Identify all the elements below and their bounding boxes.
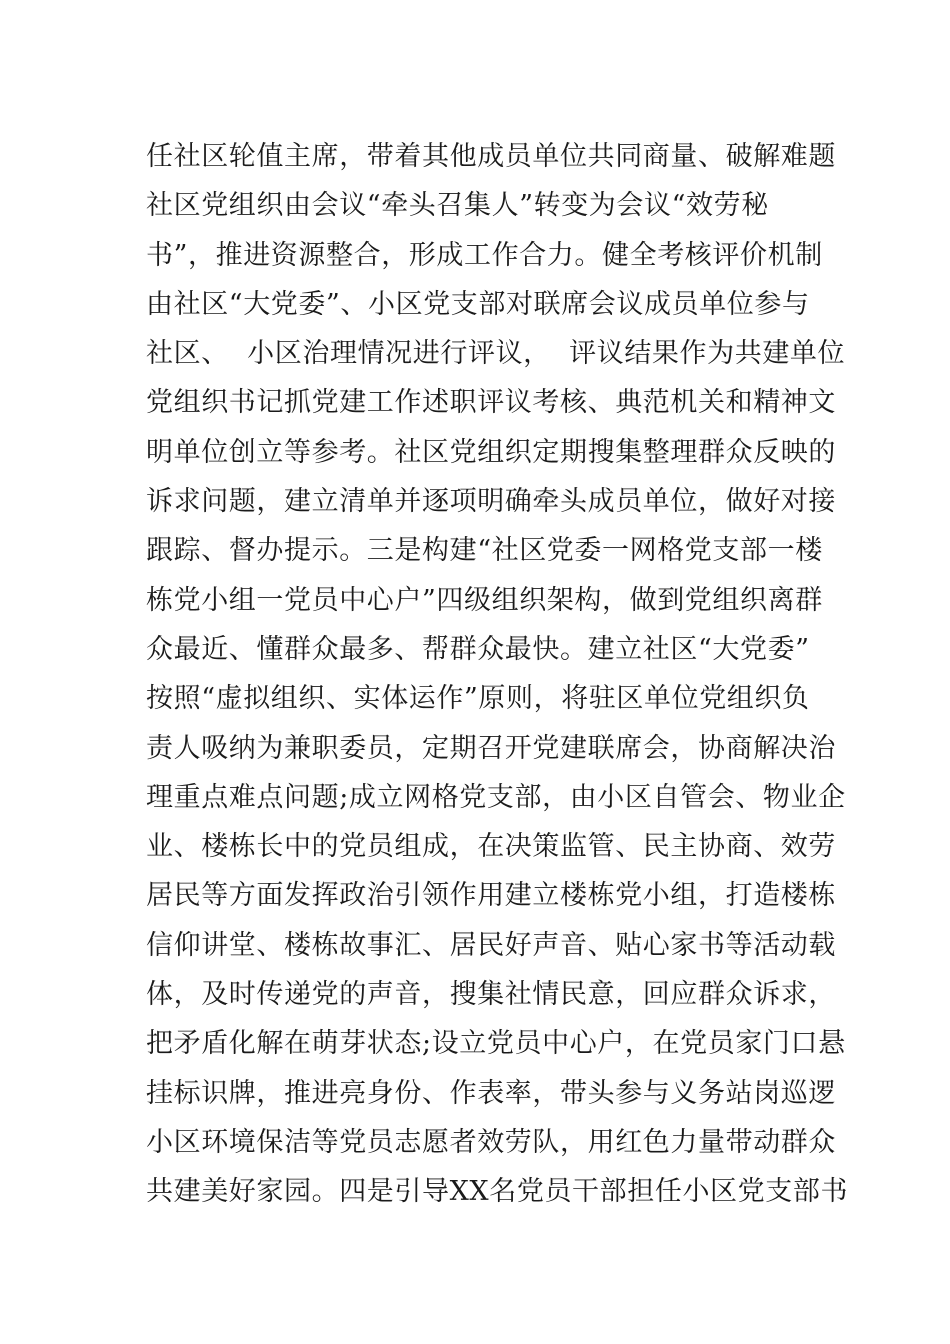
text-line: 共建美好家园。四是引导XX名党员干部担任小区党支部书: [146, 1176, 849, 1208]
text-line: 挂标识牌，推进亮身份、作表率，带头参与义务站岗巡逻: [146, 1077, 836, 1109]
text-line: 任社区轮值主席，带着其他成员单位共同商量、破解难题: [146, 141, 836, 172]
text-line: 社区党组织由会议“牵头召集人”转变为会议“效劳秘: [146, 190, 769, 222]
text-line: 理重点难点问题;成立网格党支部，由小区自管会、物业企: [146, 781, 846, 813]
text-line: 由社区“大党委”、小区党支部对联席会议成员单位参与: [146, 288, 810, 320]
text-line: 居民等方面发挥政治引领作用建立楼栋党小组，打造楼栋: [146, 880, 836, 912]
text-line: 跟踪、督办提示。三是构建“社区党委一网格党支部一楼: [146, 535, 823, 567]
text-line: 把矛盾化解在萌芽状态;设立党员中心户，在党员家门口悬: [146, 1028, 846, 1060]
text-line: 诉求问题，建立清单并逐项明确牵头成员单位，做好对接: [146, 486, 836, 518]
text-line: 信仰讲堂、楼栋故事汇、居民好声音、贴心家书等活动载: [146, 929, 836, 961]
text-line: 党组织书记抓党建工作述职评议考核、典范机关和精神文: [146, 387, 836, 419]
text-line: 众最近、懂群众最多、帮群众最快。建立社区“大党委”: [146, 633, 810, 665]
text-line: 业、楼栋长中的党员组成，在决策监管、民主协商、效劳: [146, 831, 836, 863]
text-line: 小区环境保洁等党员志愿者效劳队，用红色力量带动群众: [146, 1126, 836, 1158]
body-text: [146, 132, 849, 1217]
text-line: 责人吸纳为兼职委员，定期召开党建联席会，协商解决治: [146, 732, 836, 764]
text-line: 体，及时传递党的声音，搜集社情民意，回应群众诉求，: [146, 979, 836, 1011]
text-line: 栋党小组一党员中心户”四级组织架构，做到党组织离群: [146, 584, 823, 616]
text-line: 按照“虚拟组织、实体运作”原则，将驻区单位党组织负: [146, 683, 810, 715]
text-line: 明单位创立等参考。社区党组织定期搜集整理群众反映的: [146, 436, 836, 468]
text-line: 社区、 小区治理情况进行评议， 评议结果作为共建单位: [146, 338, 846, 370]
text-line: 书”，推进资源整合，形成工作合力。健全考核评价机制: [146, 239, 823, 271]
